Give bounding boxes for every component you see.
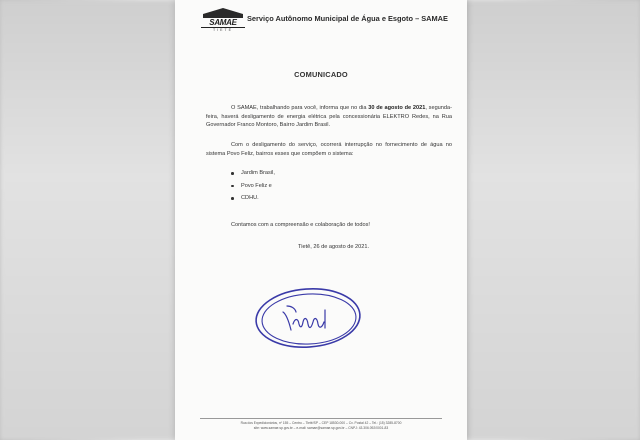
list-item: Povo Feliz e [231, 183, 275, 196]
organization-name: Serviço Autônomo Municipal de Água e Esgoto – SAMAE [247, 14, 448, 23]
document-page [175, 0, 467, 440]
footer-address: Rua dos Expedicionários, nº 155 – Centro – Tietê/SP – CEP 18530-000 – Cx. Postal 42 – Tel.: (15) 3285-8700 [240, 421, 402, 425]
logo-subtext: TIETÊ [213, 28, 233, 32]
closing-sentence: Contamos com a compreensão e colaboração de todos! [231, 222, 370, 228]
background-blur-right [465, 0, 640, 440]
paragraph-2-text: Com o desligamento do serviço, ocorrerá interrupção no fornecimento de água no sistema Povo Feliz, bairros esses que compõem o sistema: [206, 142, 452, 157]
logo-text: SAMAE [201, 18, 245, 28]
document-title: COMUNICADO [294, 70, 348, 79]
footer-contact: site: www.samae.sp.gov.br – e-mail: samae@samae.sp.gov.br – CNPJ: 43.306.092/0001-83 [253, 426, 389, 430]
logo-roof-shape [203, 8, 243, 18]
footer-divider [200, 418, 442, 419]
background-blur-left [0, 0, 175, 440]
paragraph-interruption [206, 141, 452, 158]
samae-logo [201, 6, 245, 34]
list-item: Jardim Brasil, [231, 170, 275, 183]
letterhead [201, 6, 461, 36]
list-item: CDHU. [231, 195, 275, 208]
document-date: Tietê, 26 de agosto de 2021. [298, 244, 370, 250]
handwritten-signature [253, 284, 363, 354]
footer [175, 421, 467, 431]
paragraph-announcement [206, 104, 452, 130]
paragraph-1-end: , segunda-feira, haverá desligamento de energia elétrica pela concessionária ELEKTRO Redes, na Rua Governador Franco Montoro, Bairro Jardim Brasil. [206, 105, 452, 129]
paragraph-1-start: O SAMAE, trabalhando para você, informa que no dia [231, 105, 369, 111]
affected-neighborhoods-list [231, 170, 275, 208]
outage-date: 30 de agosto de 2021 [368, 105, 426, 111]
